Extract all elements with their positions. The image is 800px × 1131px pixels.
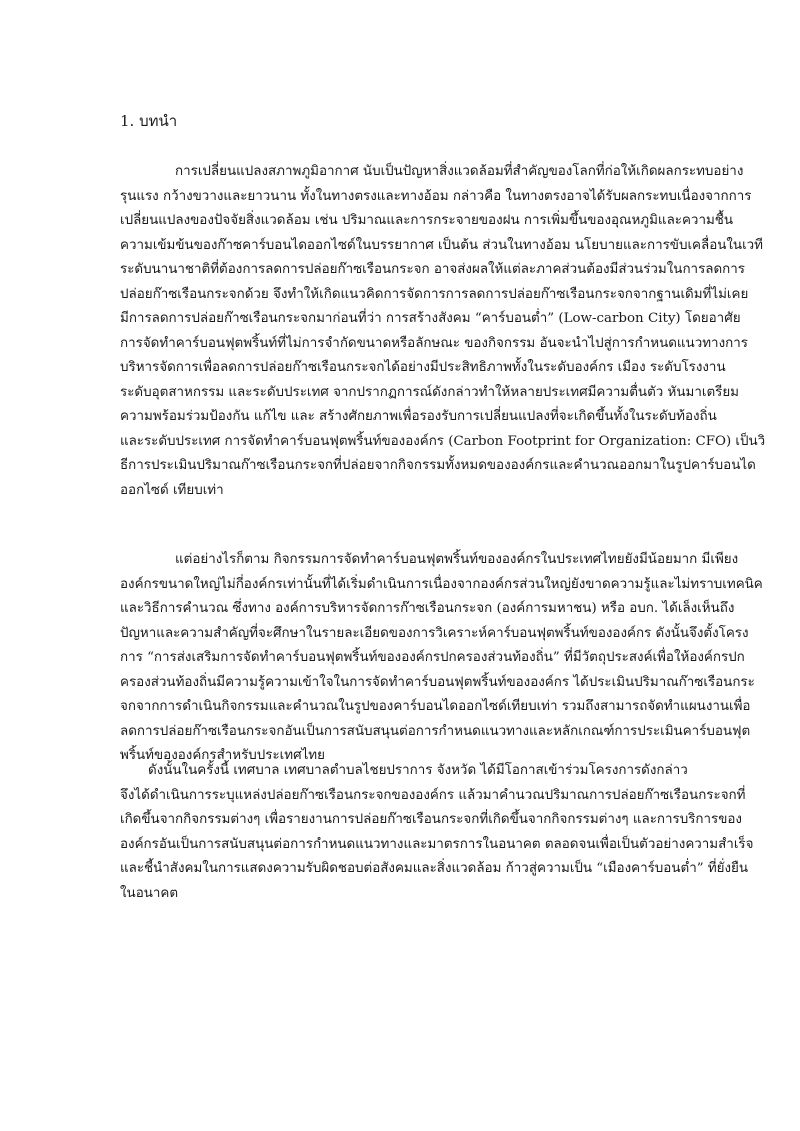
- text-line: องค์กรขนาดใหญ่ไม่กี่องค์กรเท่านั้นที่ได้เริ่มดำเนินการเนื่องจากองค์กรส่วนใหญ่ยังขาดความรู้และไม่ทราบเทคนิค: [120, 576, 763, 592]
- text-line: และชี้นำสังคมในการแสดงความรับผิดชอบต่อสังคมและสิ่งแวดล้อม ก้าวสู่ความเป็น “เมืองคาร์บอนต่ำ” ที่ยั่งยืน: [120, 861, 749, 876]
- text-line: ปล่อยก๊าซเรือนกระจกด้วย จึงทำให้เกิดแนวคิดการจัดการการลดการปล่อยก๊าซเรือนกระจกจากฐานเดิมที่ไม่เคย: [120, 286, 749, 302]
- text-line: ระดับอุตสาหกรรม และระดับประเทศ จากปรากฏการณ์ดังกล่าวทำให้หลายประเทศมีความตื่นตัว หันมาเตรียม: [120, 384, 740, 400]
- text-line: จกจากการดำเนินกิจกรรมและคำนวณในรูปของคาร์บอนไดออกไซด์เทียบเท่า รวมถึงสามารถจัดทำแผนงานเพื่อ: [120, 699, 751, 714]
- text-line: เกิดขึ้นจากกิจกรรมต่างๆ เพื่อรายงานการปล่อยก๊าซเรือนกระจกที่เกิดขึ้นจากกิจกรรมต่างๆ และการบริการของ: [120, 812, 742, 827]
- text-line: ความพร้อมร่วมป้องกัน แก้ไข และ สร้างศักยภาพเพื่อรองรับการเปลี่ยนแปลงที่จะเกิดขึ้นทั้งในระดับท้องถิ่น: [120, 409, 717, 424]
- text-line: มีการลดการปล่อยก๊าซเรือนกระจกมาก่อนที่ว่า การสร้างสังคม “คาร์บอนต่ำ” (Low-carbon City) โดยอาศัย: [120, 311, 741, 326]
- text-line: และวิธีการคำนวณ ซึ่งทาง องค์การบริหารจัดการก๊าซเรือนกระจก (องค์การมหาชน) หรือ อบก. ได้เล็งเห็นถึง: [120, 601, 735, 616]
- text-line: ดังนั้นในครั้งนี้ เทศบาล เทศบาลตำบลไชยปราการ จังหวัด ได้มีโอกาสเข้าร่วมโครงการดังกล่าว: [148, 763, 688, 778]
- text-line: บริหารจัดการเพื่อลดการปล่อยก๊าซเรือนกระจกได้อย่างมีประสิทธิภาพทั้งในระดับองค์กร เมือง ระดับโรงงาน: [120, 360, 726, 375]
- text-line: ออกไซด์ เทียบเท่า: [120, 482, 224, 498]
- section-heading: 1. บทนำ: [120, 112, 178, 130]
- text-line: การเปลี่ยนแปลงสภาพภูมิอากาศ นับเป็นปัญหาสิ่งแวดล้อมที่สำคัญของโลกที่ก่อให้เกิดผลกระทบอย่าง: [175, 164, 744, 179]
- text-line: องค์กรอันเป็นการสนับสนุนต่อการกำหนดแนวทางและมาตรการในอนาคต ตลอดจนเพื่อเป็นตัวอย่างความสำเร็จ: [120, 836, 754, 852]
- text-line: จึงได้ดำเนินการระบุแหล่งปล่อยก๊าซเรือนกระจกขององค์กร แล้วมาคำนวณปริมาณการปล่อยก๊าซเรือนกระจกที่: [120, 787, 746, 803]
- text-line: แต่อย่างไรก็ตาม กิจกรรมการจัดทำคาร์บอนฟุตพริ้นท์ขององค์กรในประเทศไทยยังมีน้อยมาก มีเพียง: [175, 552, 739, 567]
- text-line: รุนแรง กว้างขวางและยาวนาน ทั้งในทางตรงและทางอ้อม กล่าวคือ ในทางตรงอาจได้รับผลกระทบเนื่องจากการ: [120, 188, 752, 204]
- text-line: ธีการประเมินปริมาณก๊าซเรือนกระจกที่ปล่อยจากกิจกรรมทั้งหมดขององค์กรและคำนวณออกมาในรูปคาร์บอนได: [120, 458, 756, 473]
- text-line: ครองส่วนท้องถิ่นมีความรู้ความเข้าใจในการจัดทำคาร์บอนฟุตพริ้นท์ขององค์กร ได้ประเมินปริมาณก๊าซเรือนกระ: [120, 674, 755, 690]
- text-line: และระดับประเทศ การจัดทำคาร์บอนฟุตพริ้นท์ขององค์กร (Carbon Footprint for Organization: CFO) เป็นวิ: [120, 433, 766, 449]
- text-line: การ “การส่งเสริมการจัดทำคาร์บอนฟุตพริ้นท์ขององค์กรปกครองส่วนท้องถิ่น” ที่มีวัตถุประสงค์เพื่อให้องค์กรปก: [120, 650, 745, 665]
- text-line: เปลี่ยนแปลงของปัจจัยสิ่งแวดล้อม เช่น ปริมาณและการกระจายของฝน การเพิ่มขึ้นของอุณหภูมิและความชื้น: [120, 213, 734, 228]
- text-line: การจัดทำคาร์บอนฟุตพริ้นท์ที่ไม่การจำกัดขนาดหรือลักษณะ ของกิจกรรม อันจะนำไปสู่การกำหนดแนวทางการ: [120, 335, 748, 351]
- text-line: ปัญหาและความสำคัญที่จะศึกษาในรายละเอียดของการวิเคราะห์คาร์บอนฟุตพริ้นท์ขององค์กร ดังนั้นจึงตั้งโครง: [120, 625, 749, 641]
- text-line: ระดับนานาชาติที่ต้องการลดการปล่อยก๊าซเรือนกระจก อาจส่งผลให้แต่ละภาคส่วนต้องมีส่วนร่วมในการลดการ: [120, 262, 745, 277]
- text-line: ในอนาคต: [120, 885, 179, 901]
- text-line: ลดการปล่อยก๊าซเรือนกระจกอันเป็นการสนับสนุนต่อการกำหนดแนวทางและหลักเกณฑ์การประเมินคาร์บอนฟุต: [120, 723, 751, 739]
- text-line: พริ้นท์ขององค์กรสำหรับประเทศไทย: [120, 748, 325, 763]
- text-line: ความเข้มข้นของก๊าซคาร์บอนไดออกไซด์ในบรรยากาศ เป็นต้น ส่วนในทางอ้อม นโยบายและการขับเคลื่อนในเวที: [120, 237, 764, 253]
